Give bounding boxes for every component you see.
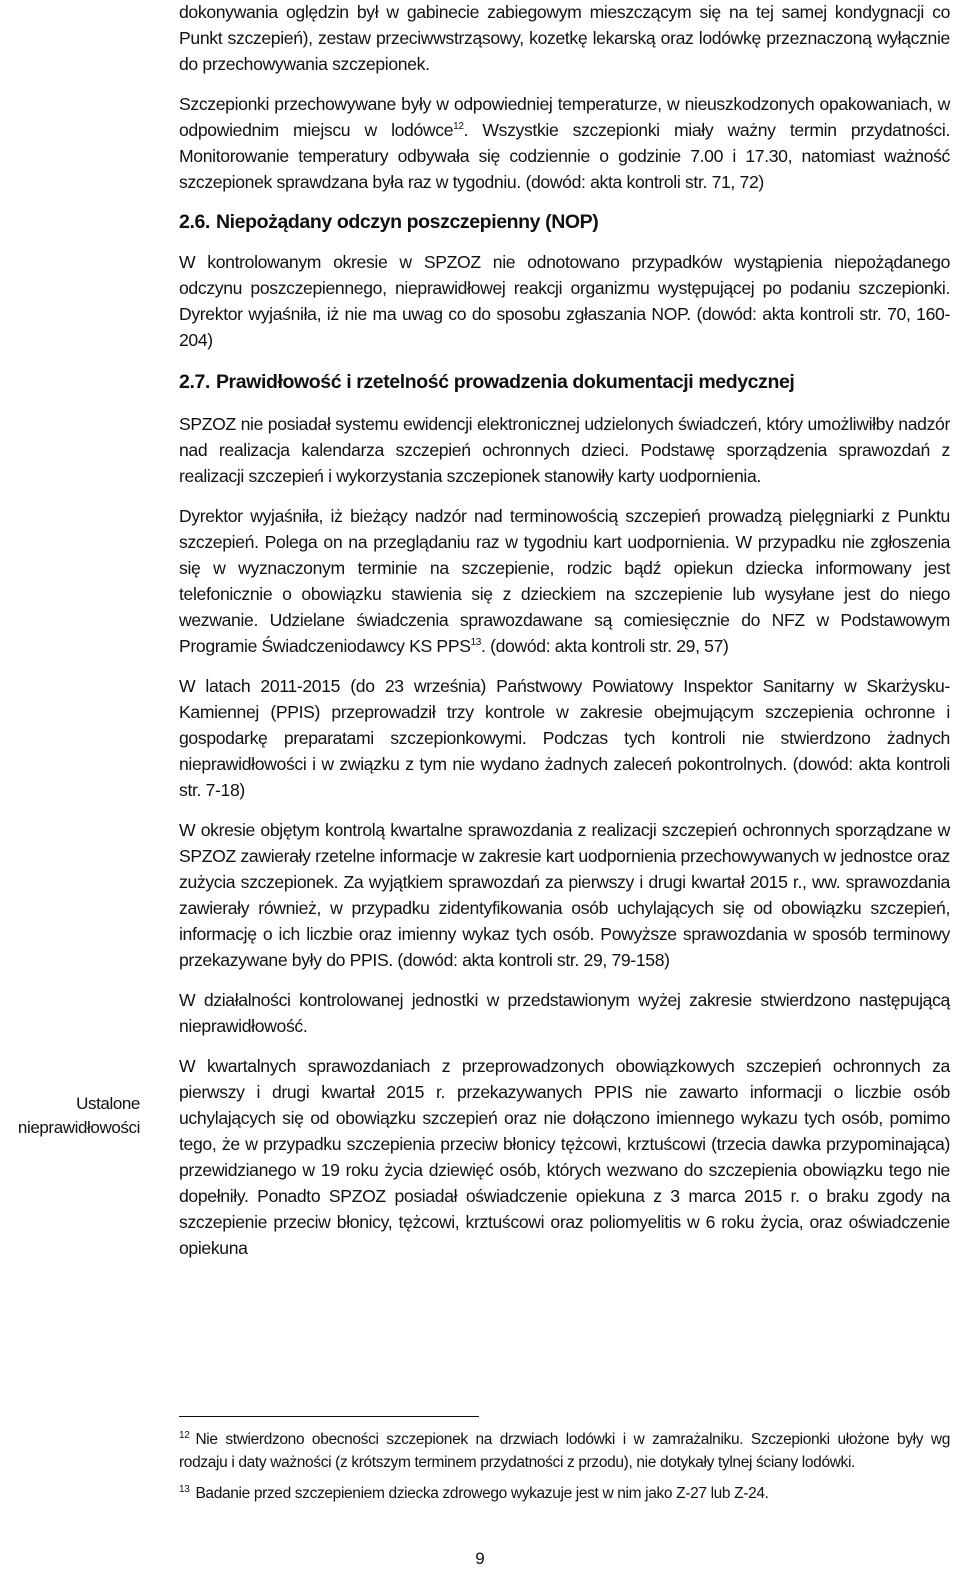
- footnote-ref-12[interactable]: 12: [453, 121, 464, 133]
- margin-label-irregularities: [0, 1092, 140, 1140]
- section-heading-2-6: [179, 209, 950, 235]
- paragraph-nop: W kontrolowanym okresie w SPZOZ nie odnotowano przypadków wystąpienia niepożądanego odczynu poszczepiennego, nieprawidłowej reakcji organizmu występującej po podaniu szczepionki. Dyrektor wyjaśniła, iż nie ma uwag co do sposobu zgłaszania NOP. (dowód: akta kontroli str. 70, 160-204): [179, 252, 950, 350]
- paragraph-quarterly-reports: W okresie objętym kontrolą kwartalne sprawozdania z realizacji szczepień ochronnych sporządzane w SPZOZ zawierały rzetelne informacje w zakresie kart uodpornienia przechowywanych w jednostce oraz zużycia szczepionek. Za wyjątkiem sprawozdań za pierwszy i drugi kwartał 2015 r., ww. sprawozdania zawierały również, w przypadku zidentyfikowania osób uchylających się od obowiązku szczepień, informację o ich liczbie oraz imienny wykaz tych osób. Powyższe sprawozdania w sposób terminowy przekazywane były do PPIS. (dowód: akta kontroli str. 29, 79-158): [179, 820, 950, 970]
- footnote-12: [179, 1428, 950, 1474]
- paragraph-supervision-part1: Dyrektor wyjaśniła, iż bieżący nadzór nad terminowością szczepień prowadzą pielęgniarki z Punktu szczepień. Polega on na przeglądaniu raz w tygodniu kart uodpornienia. W przypadku nie zgłoszenia się w wyznaczonym terminie na szczepienie, rodzic bądź opiekun dziecka informowany jest telefonicznie o obowiązku stawienia się z dzieckiem na szczepienie lub wysyłane jest do niego wezwanie. Udzielane świadczenia sprawozdawane są comiesięcznie do NFZ w Podstawowym Programie Świadczeniodawcy KS PPS: [179, 506, 950, 656]
- section-number-2-7: 2.7.: [179, 371, 210, 393]
- section-number-2-6: 2.6.: [179, 211, 210, 233]
- footnote-12-text: Nie stwierdzono obecności szczepionek na drzwiach lodówki i w zamrażalniku. Szczepionki ułożone były wg rodzaju i daty ważności (z krótszym terminem przydatności z przodu), nie dotykały tylnej ściany lodówki.: [179, 1431, 950, 1471]
- paragraph-supervision: [179, 503, 950, 659]
- paragraph-irregularity-details: W kwartalnych sprawozdaniach z przeprowadzonych obowiązkowych szczepień ochronnych za pierwszy i drugi kwartał 2015 r. przekazywanych PPIS nie zawarto informacji o liczbie osób uchylających się od obowiązku szczepień oraz nie dołączono imiennego wykazu tych osób, pomimo tego, że w przypadku szczepienia przeciw błonicy tężcowi, krztuścowi (trzecia dawka przypominająca) przewidzianego w 19 roku życia dziewięć osób, których wezwano do szczepienia obowiązku tego nie dopełniły. Ponadto SPZOZ posiadał oświadczenie opiekuna z 3 marca 2015 r. o braku zgody na szczepienie przeciw błonicy, tężcowi, krztuścowi oraz poliomyelitis w 6 roku życia, oraz oświadczenie opiekuna: [179, 1056, 950, 1258]
- footnote-13-mark: 13: [179, 1483, 190, 1495]
- section-heading-2-7: [179, 369, 950, 395]
- page-number: 9: [475, 1549, 485, 1568]
- margin-label-line-2: nieprawidłowości: [17, 1118, 140, 1137]
- main-text: [179, 0, 950, 1261]
- paragraph-vaccination-room: dokonywania oględzin był w gabinecie zabiegowym mieszczącym się na tej samej kondygnacji co Punkt szczepień), zestaw przeciwwstrząsowy, kozetkę lekarską oraz lodówkę przeznaczoną wyłącznie do przechowywania szczepionek.: [179, 2, 950, 74]
- paragraph-supervision-part2: . (dowód: akta kontroli str. 29, 57): [481, 636, 729, 656]
- footnote-13-text: Badanie przed szczepieniem dziecka zdrowego wykazuje jest w nim jako Z-27 lub Z-24.: [195, 1485, 769, 1502]
- footnote-13: [179, 1482, 950, 1505]
- section-title-2-7: Prawidłowość i rzetelność prowadzenia dokumentacji medycznej: [215, 371, 795, 393]
- paragraph-vaccine-storage-part2: . Wszystkie szczepionki miały ważny termin przydatności. Monitorowanie temperatury odbywała się codziennie o godzinie 7.00 i 17.30, natomiast ważność szczepionek sprawdzana była raz w tygodniu. (dowód: akta kontroli str. 71, 72): [179, 120, 950, 192]
- footnote-ref-13[interactable]: 13: [470, 637, 482, 649]
- paragraph-vaccine-storage: [179, 91, 950, 195]
- paragraph-ppis-inspections: W latach 2011-2015 (do 23 września) Państwowy Powiatowy Inspektor Sanitarny w Skarżysku-Kamiennej (PPIS) przeprowadził trzy kontrole w zakresie obejmującym szczepienia ochronne i gospodarkę preparatami szczepionkowymi. Podczas tych kontroli nie stwierdzono żadnych nieprawidłowości i w związku z tym nie wydano żadnych zaleceń pokontrolnych. (dowód: akta kontroli str. 7-18): [179, 676, 950, 800]
- section-title-2-6: Niepożądany odczyn poszczepienny (NOP): [215, 211, 599, 233]
- footnotes: [179, 1428, 950, 1505]
- footnote-separator: [179, 1416, 479, 1417]
- paragraph-electronic-records: SPZOZ nie posiadał systemu ewidencji elektronicznej udzielonych świadczeń, który umożliwiłby nadzór nad realizacja kalendarza szczepień ochronnych dzieci. Podstawę sporządzenia sprawozdań z realizacji szczepień i wykorzystania szczepionek stanowiły karty uodpornienia.: [179, 414, 950, 486]
- footnote-12-mark: 12: [179, 1429, 190, 1441]
- paragraph-vaccine-storage-part1: Szczepionki przechowywane były w odpowiedniej temperaturze, w nieuszkodzonych opakowaniach, w odpowiednim miejscu w lodówce: [179, 94, 950, 140]
- paragraph-irregularity-statement: W działalności kontrolowanej jednostki w przedstawionym wyżej zakresie stwierdzono następującą nieprawidłowość.: [179, 990, 950, 1036]
- margin-label-line-1: Ustalone: [76, 1094, 140, 1113]
